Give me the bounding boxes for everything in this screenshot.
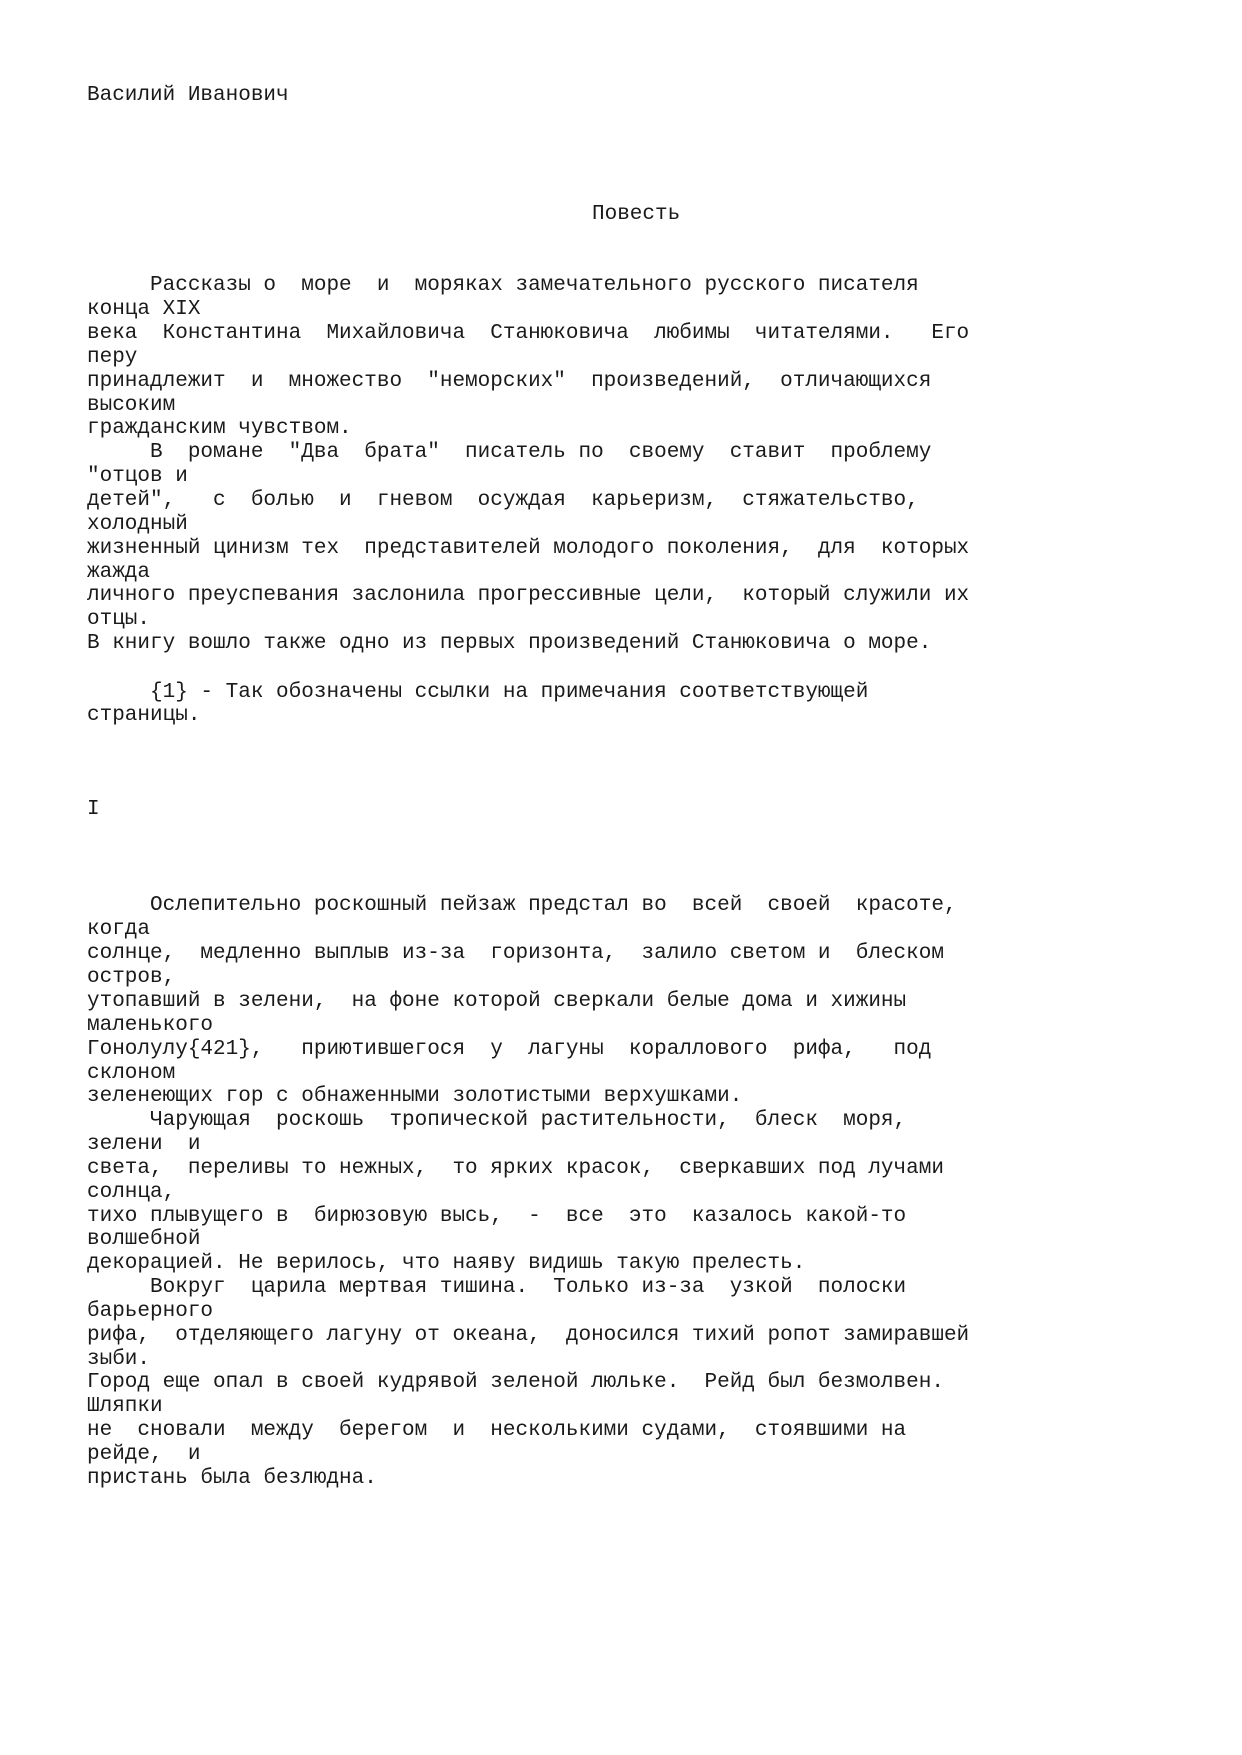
chapter-text-line: солнца, [87,1181,176,1204]
chapter-text-line: Гонолулу{421}, приютившегося у лагуны кораллового рифа, под [87,1038,932,1061]
annotation-line: личного преуспевания заслонила прогрессивные цели, который служили их [87,584,970,607]
chapter-text-line: декорацией. Не верилось, что наяву видишь такую прелесть. [87,1252,806,1275]
annotation-line: века Константина Михайловича Станюковича любимы читателями. Его [87,322,970,345]
chapter-text-line: света, переливы то нежных, то ярких красок, сверкавших под лучами [87,1157,944,1180]
annotation-line: холодный [87,513,188,536]
chapter-number: I [87,798,100,821]
annotation-line: отцы. [87,608,151,631]
author-name: Василий Иванович [87,84,289,107]
chapter-text-line: зелени и [87,1133,201,1156]
annotation-line: "отцов и [87,465,188,488]
chapter-text-line: склоном [87,1062,176,1085]
chapter-text-line: тихо плывущего в бирюзовую высь, - все это казалось какой-то [87,1205,907,1228]
chapter-text-line: волшебной [87,1228,201,1251]
annotation-line: высоким [87,394,176,417]
annotation-line: жажда [87,561,151,584]
annotation-line: принадлежит и множество "неморских" произведений, отличающихся [87,370,932,393]
chapter-text-line: остров, [87,966,176,989]
chapter-text-line: зыби. [87,1348,151,1371]
chapter-text-line: рифа, отделяющего лагуну от океана, доносился тихий ропот замиравшей [87,1324,970,1347]
annotation-line: перу [87,346,138,369]
chapter-text-line: солнце, медленно выплыв из-за горизонта, залило светом и блеском [87,942,944,965]
chapter-text-line: Город еще опал в своей кудрявой зеленой люльке. Рейд был безмолвен. [87,1371,944,1394]
annotation-line: В книгу вошло также одно из первых произведений Станюковича о море. [87,632,932,655]
chapter-text-line: когда [87,918,151,941]
genre-heading: Повесть [592,203,681,226]
chapter-text-line: рейде, и [87,1443,201,1466]
footnote-note-line: {1} - Так обозначены ссылки на примечания соответствующей [87,681,869,704]
annotation-line: детей", с болью и гневом осуждая карьеризм, стяжательство, [87,489,919,512]
annotation-line: жизненный цинизм тех представителей молодого поколения, для которых [87,537,970,560]
chapter-text-line: Ослепительно роскошный пейзаж предстал во всей своей красоте, [87,894,957,917]
chapter-text-line: маленького [87,1014,214,1037]
footnote-note-line: страницы. [87,704,201,727]
chapter-text-line: пристань была безлюдна. [87,1467,377,1490]
chapter-text-line: барьерного [87,1300,214,1323]
annotation-line: В романе "Два брата" писатель по своему ставит проблему [87,441,932,464]
annotation-line: конца XIX [87,298,201,321]
chapter-text-line: зеленеющих гор с обнаженными золотистыми верхушками. [87,1085,743,1108]
annotation-line: гражданским чувством. [87,417,352,440]
chapter-text-line: утопавший в зелени, на фоне которой сверкали белые дома и хижины [87,990,907,1013]
chapter-text-line: не сновали между берегом и несколькими судами, стоявшими на [87,1419,907,1442]
chapter-text-line: Шляпки [87,1395,163,1418]
chapter-text-line: Чарующая роскошь тропической растительности, блеск моря, [87,1109,907,1132]
annotation-line: Рассказы о море и моряках замечательного русского писателя [87,274,919,297]
chapter-text-line: Вокруг царила мертвая тишина. Только из-за узкой полоски [87,1276,907,1299]
